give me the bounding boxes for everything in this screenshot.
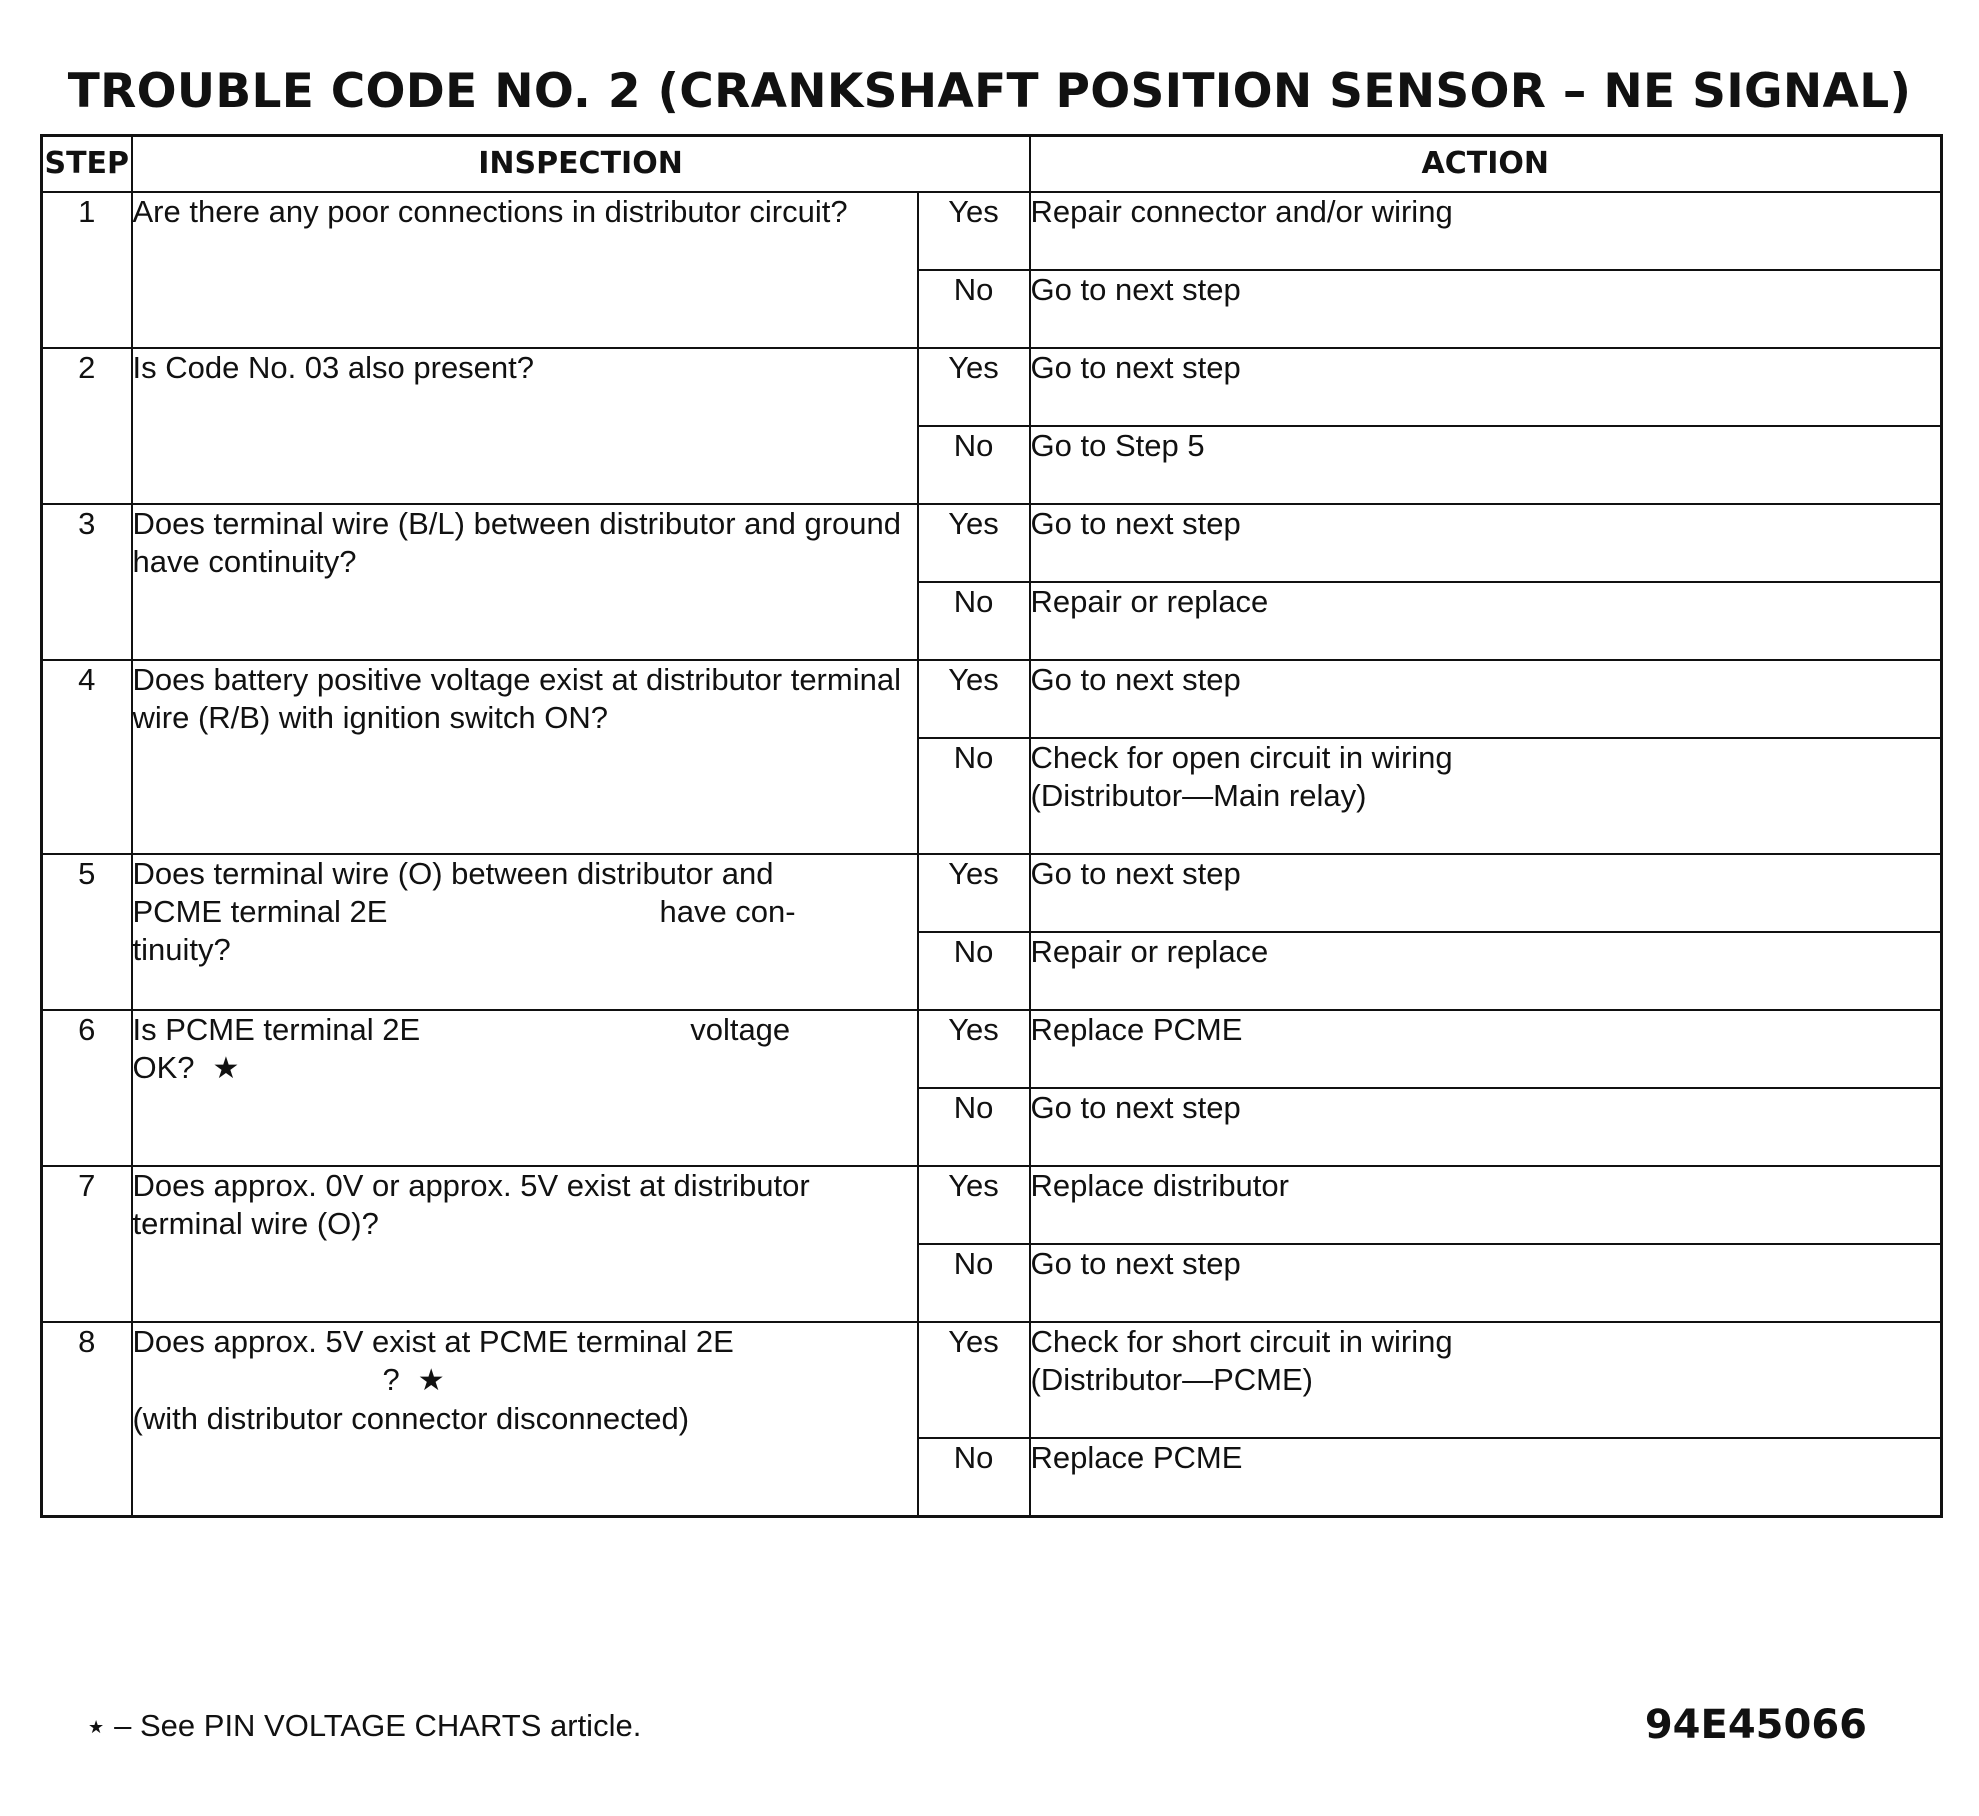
no-action: Repair or replace [1030, 932, 1942, 1010]
no-label: No [918, 738, 1030, 854]
no-label: No [918, 270, 1030, 348]
table-row [42, 1010, 1942, 1088]
header-step: STEP [42, 136, 132, 193]
step-number: 4 [42, 660, 132, 854]
no-label: No [918, 426, 1030, 504]
yes-label: Yes [918, 1322, 1030, 1438]
step-number: 2 [42, 348, 132, 504]
inspection-fragment: Is PCME terminal 2E [132, 1012, 421, 1047]
step-number: 8 [42, 1322, 132, 1517]
step-number: 5 [42, 854, 132, 1010]
table-header-row [42, 136, 1942, 193]
inspection-text: Are there any poor connections in distributor circuit? [132, 192, 918, 348]
yes-action: Replace distributor [1030, 1166, 1942, 1244]
yes-label: Yes [918, 192, 1030, 270]
inspection-line: Does approx. 5V exist at PCME terminal 2E [132, 1324, 734, 1359]
yes-action: Go to next step [1030, 660, 1942, 738]
inspection-text [132, 854, 918, 1010]
trouble-code-table [40, 134, 1943, 1518]
table-row [42, 660, 1942, 738]
inspection-text: Does terminal wire (B/L) between distributor and ground have continuity? [132, 504, 918, 660]
header-inspection: INSPECTION [132, 136, 1030, 193]
no-label: No [918, 1438, 1030, 1517]
yes-action: Go to next step [1030, 854, 1942, 932]
inspection-fragment: have con- [659, 894, 796, 929]
inspection-text [132, 1010, 918, 1166]
step-number: 7 [42, 1166, 132, 1322]
no-action: Go to next step [1030, 1088, 1942, 1166]
no-action: Check for open circuit in wiring [1030, 740, 1453, 775]
no-action: Replace PCME [1030, 1438, 1942, 1517]
step-number: 3 [42, 504, 132, 660]
yes-label: Yes [918, 348, 1030, 426]
inspection-text: Does approx. 0V or approx. 5V exist at distributor terminal wire (O)? [132, 1166, 918, 1322]
yes-label: Yes [918, 660, 1030, 738]
table-row [42, 192, 1942, 270]
no-label: No [918, 1088, 1030, 1166]
inspection-fragment: voltage [690, 1012, 791, 1047]
no-label: No [918, 582, 1030, 660]
no-action-cell [1030, 738, 1942, 854]
inspection-fragment: OK? [132, 1050, 195, 1085]
yes-action: Check for short circuit in wiring [1030, 1324, 1453, 1359]
yes-label: Yes [918, 504, 1030, 582]
no-label: No [918, 932, 1030, 1010]
table-row [42, 1166, 1942, 1244]
inspection-text [132, 1322, 918, 1517]
star-icon: ★ [88, 1717, 105, 1738]
inspection-line: (with distributor connector disconnected) [132, 1401, 690, 1436]
no-action-detail: (Distributor—Main relay) [1030, 778, 1367, 813]
star-icon: ★ [212, 1052, 240, 1085]
inspection-text: Is Code No. 03 also present? [132, 348, 918, 504]
step-number: 1 [42, 192, 132, 348]
yes-action: Replace PCME [1030, 1010, 1942, 1088]
footnote-text: – See PIN VOLTAGE CHARTS article. [114, 1708, 642, 1743]
table-row [42, 504, 1942, 582]
yes-action: Repair connector and/or wiring [1030, 192, 1942, 270]
table-row [42, 1322, 1942, 1438]
no-action: Repair or replace [1030, 582, 1942, 660]
no-label: No [918, 1244, 1030, 1322]
table-row [42, 348, 1942, 426]
inspection-line: tinuity? [132, 932, 231, 967]
inspection-line [133, 1361, 917, 1400]
table-row [42, 854, 1942, 932]
yes-label: Yes [918, 854, 1030, 932]
inspection-fragment: PCME terminal 2E [132, 894, 388, 929]
yes-action-detail: (Distributor—PCME) [1030, 1362, 1313, 1397]
footnote [88, 1708, 641, 1744]
yes-label: Yes [918, 1166, 1030, 1244]
yes-action: Go to next step [1030, 348, 1942, 426]
inspection-line [133, 1049, 917, 1088]
yes-action-cell [1030, 1322, 1942, 1438]
no-action: Go to Step 5 [1030, 426, 1942, 504]
inspection-line [133, 893, 917, 931]
inspection-fragment: ? [382, 1362, 400, 1397]
star-icon: ★ [417, 1364, 445, 1397]
yes-action: Go to next step [1030, 504, 1942, 582]
inspection-line: Does terminal wire (O) between distributor and [132, 856, 774, 891]
inspection-line [133, 1011, 917, 1049]
inspection-text: Does battery positive voltage exist at distributor terminal wire (R/B) with ignition switch ON? [132, 660, 918, 854]
no-action: Go to next step [1030, 270, 1942, 348]
figure-id: 94E45066 [1644, 1702, 1867, 1748]
step-number: 6 [42, 1010, 132, 1166]
yes-label: Yes [918, 1010, 1030, 1088]
header-action: ACTION [1030, 136, 1942, 193]
page-title: TROUBLE CODE NO. 2 (CRANKSHAFT POSITION SENSOR – NE SIGNAL) [67, 64, 1912, 119]
no-action: Go to next step [1030, 1244, 1942, 1322]
